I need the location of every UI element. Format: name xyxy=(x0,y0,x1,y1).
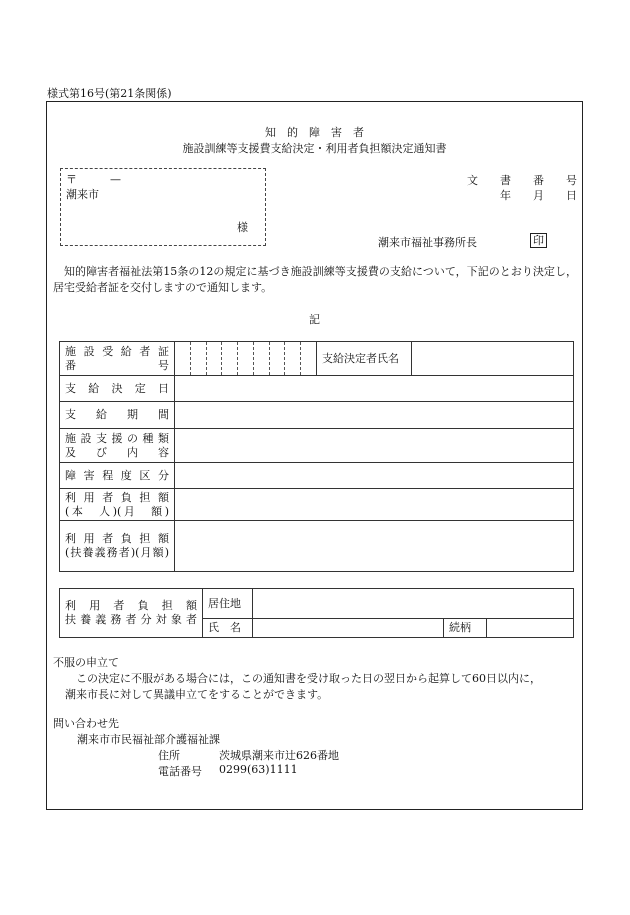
user-burden-field[interactable] xyxy=(175,489,574,521)
table-row xyxy=(60,342,574,376)
disability-level-label: 障 害 程 度 区 分 xyxy=(60,463,175,489)
document-number-label: 文 書 番 号 xyxy=(467,174,577,187)
table-row xyxy=(60,429,574,463)
decision-date-label: 支 給 決 定 日 xyxy=(60,376,175,402)
form-number-label: 様式第16号(第21条関係) xyxy=(47,87,172,100)
issuer-name: 潮来市福祉事務所長 xyxy=(378,236,477,249)
certificate-number-line1: 施 設 受 給 者 証 xyxy=(65,344,169,358)
decision-date-field[interactable] xyxy=(175,376,574,402)
recipient-honorific: 様 xyxy=(237,221,248,234)
table-row xyxy=(60,489,574,521)
contact-phone-label: 電話番号 xyxy=(158,765,202,778)
supporter-burden-line2: (扶養義務者)(月額) xyxy=(65,546,169,559)
table-row xyxy=(60,376,574,402)
supporter-target-line1: 利 用 者 負 担 額 xyxy=(65,599,197,612)
recipient-city: 潮来市 xyxy=(66,188,99,201)
contact-address-label: 住所 xyxy=(158,749,180,762)
certificate-number-label xyxy=(60,342,175,376)
supporter-target-label xyxy=(60,589,203,638)
postal-code-mark: 〒 — xyxy=(66,173,121,186)
table-row xyxy=(60,521,574,572)
certificate-number-line2-right: 号 xyxy=(158,358,169,372)
notice-body-text: 知的障害者福祉法第15条の12の規定に基づき施設訓練等支援費の支給について，下記のとおり決定し，居宅受給者証を交付しますので通知します。 xyxy=(53,265,577,294)
supporter-name-field[interactable] xyxy=(253,619,444,638)
document-title-line1: 知 的 障 害 者 xyxy=(265,126,364,139)
table-row xyxy=(60,589,574,619)
user-burden-line1: 利 用 者 負 担 額 xyxy=(65,490,169,504)
certificate-number-digit-boxes[interactable] xyxy=(175,342,317,376)
relationship-label: 続柄 xyxy=(444,619,487,638)
seal-mark: 印 xyxy=(530,233,547,248)
user-burden-line2: (本 人)(月 額) xyxy=(65,504,169,518)
residence-field[interactable] xyxy=(253,589,574,619)
support-type-field[interactable] xyxy=(175,429,574,463)
decision-recipient-name-label: 支給決定者氏名 xyxy=(317,342,412,376)
supporter-info-table xyxy=(59,588,574,638)
supporter-burden-line1: 利 用 者 負 担 額 xyxy=(65,532,169,545)
supporter-burden-label xyxy=(60,521,175,572)
relationship-field[interactable] xyxy=(487,619,574,638)
table-row xyxy=(60,463,574,489)
certificate-number-line2-left: 番 xyxy=(65,358,76,372)
user-burden-label xyxy=(60,489,175,521)
benefit-period-field[interactable] xyxy=(175,402,574,429)
supporter-burden-field[interactable] xyxy=(175,521,574,572)
decision-recipient-name-field[interactable] xyxy=(412,342,574,376)
official-seal xyxy=(530,233,547,248)
contact-address: 茨城県潮来市辻626番地 xyxy=(219,749,339,762)
contact-heading: 問い合わせ先 xyxy=(53,717,119,730)
support-type-line2: 及 び 内 容 xyxy=(65,445,169,459)
objection-heading: 不服の申立て xyxy=(53,656,119,669)
objection-text-line1: この決定に不服がある場合には，この通知書を受け取った日の翌日から起算して60日以内に， xyxy=(76,672,541,685)
contact-phone: 0299(63)1111 xyxy=(219,763,298,776)
disability-level-field[interactable] xyxy=(175,463,574,489)
benefit-decision-table xyxy=(59,341,574,572)
residence-label: 居住地 xyxy=(203,589,253,619)
benefit-period-label: 支 給 期 間 xyxy=(60,402,175,429)
support-type-line1: 施 設 支 援 の 種 類 xyxy=(65,431,169,445)
document-title-line2: 施設訓練等支援費支給決定・利用者負担額決定通知書 xyxy=(182,142,447,155)
objection-text-line2: 潮来市長に対して異議申立てをすることができます。 xyxy=(65,688,329,701)
table-row xyxy=(60,402,574,429)
contact-department: 潮来市市民福祉部介護福祉課 xyxy=(77,733,220,746)
supporter-target-line2: 扶 養 義 務 者 分 対 象 者 xyxy=(65,613,197,626)
ki-marker: 記 xyxy=(309,313,320,326)
supporter-name-label: 氏 名 xyxy=(203,619,253,638)
document-date: 年 月 日 xyxy=(500,189,577,202)
support-type-label xyxy=(60,429,175,463)
